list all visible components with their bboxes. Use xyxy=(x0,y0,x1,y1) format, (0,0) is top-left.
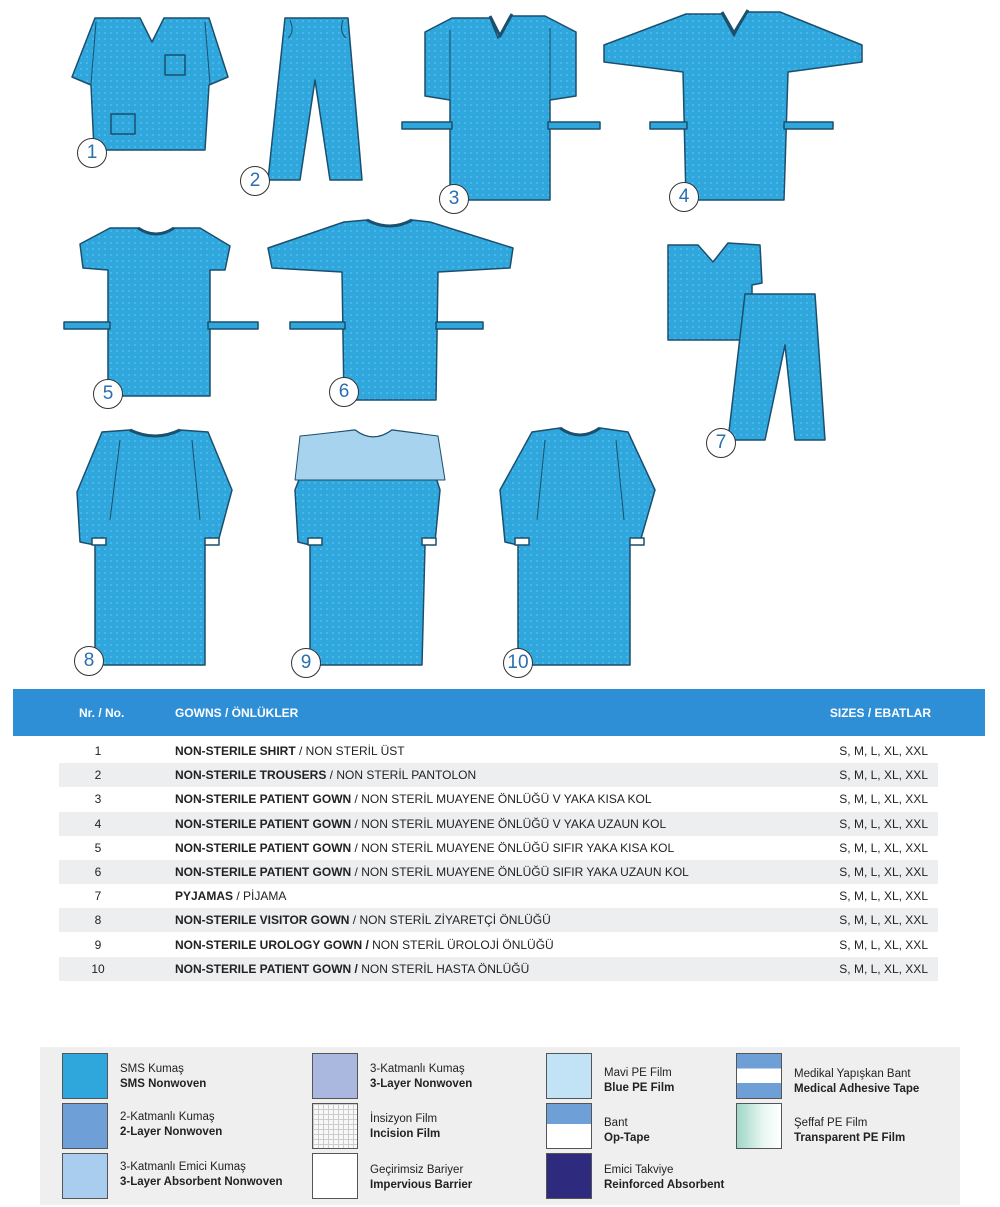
legend-label: Geçirimsiz Bariyer Impervious Barrier xyxy=(370,1164,473,1191)
legend-label: Medikal Yapışkan Bant Medical Adhesive Tape xyxy=(794,1068,920,1095)
row-number: 6 xyxy=(94,865,102,879)
table-row xyxy=(59,812,938,836)
row-name-en: NON-STERILE PATIENT GOWN xyxy=(175,792,352,807)
legend-label: 3-Katmanlı Kumaş 3-Layer Nonwoven xyxy=(370,1063,473,1090)
legend-label: SMS Kumaş SMS Nonwoven xyxy=(120,1063,207,1090)
legend-label: Mavi PE Film Blue PE Film xyxy=(604,1067,675,1094)
row-number: 7 xyxy=(94,889,102,904)
legend-label: Şeffaf PE Film Transparent PE Film xyxy=(794,1117,906,1144)
garment-shirt xyxy=(72,18,228,150)
item-number-badge: 5 xyxy=(93,379,123,409)
swatch-3-layer-absorbent xyxy=(62,1153,108,1199)
legend-label: İnsizyon Film Incision Film xyxy=(370,1113,441,1140)
row-name-tr: / NON STERİL ÜST xyxy=(295,744,405,758)
garment-gown-3 xyxy=(402,14,600,200)
row-description xyxy=(175,938,554,952)
table-row xyxy=(59,957,938,981)
row-name-en: NON-STERILE PATIENT GOWN / xyxy=(175,961,358,976)
row-number: 3 xyxy=(94,792,102,807)
row-number: 1 xyxy=(94,744,102,758)
item-number-badge: 4 xyxy=(669,182,699,212)
row-name-tr: NON STERİL ÜROLOJİ ÖNLÜĞÜ xyxy=(368,937,554,952)
row-sizes: S, M, L, XL, XXL xyxy=(839,840,928,855)
item-number-badge: 10 xyxy=(503,648,533,678)
item-number-badge: 7 xyxy=(706,428,736,458)
row-name-en: NON-STERILE SHIRT xyxy=(175,744,296,758)
swatch-transparent-pe-film xyxy=(736,1103,782,1149)
garment-gown-6 xyxy=(268,220,513,400)
row-name-tr: NON STERİL HASTA ÖNLÜĞÜ xyxy=(357,961,530,976)
swatch-medical-adhesive-tape xyxy=(736,1053,782,1099)
row-description xyxy=(175,744,405,758)
table-row xyxy=(59,836,938,860)
row-sizes: S, M, L, XL, XXL xyxy=(839,792,928,807)
row-name-en: NON-STERILE VISITOR GOWN xyxy=(175,913,350,928)
legend-label: Emici Takviye Reinforced Absorbent xyxy=(604,1164,725,1191)
row-name-en: NON-STERILE PATIENT GOWN xyxy=(175,840,352,855)
swatch-blue-pe-film xyxy=(546,1053,592,1099)
row-name-en: PYJAMAS xyxy=(175,889,234,904)
garment-pyjamas xyxy=(668,243,825,440)
item-number-badge: 9 xyxy=(291,648,321,678)
row-name-tr: / NON STERİL MUAYENE ÖNLÜĞÜ SIFIR YAKA KISA KOL xyxy=(351,840,675,855)
garment-gown-10 xyxy=(500,428,655,665)
legend-label: Bant Op-Tape xyxy=(604,1117,650,1144)
row-name-en: NON-STERILE TROUSERS xyxy=(175,768,327,783)
row-sizes: S, M, L, XL, XXL xyxy=(839,816,928,831)
row-description xyxy=(175,889,286,903)
item-number-badge: 1 xyxy=(77,138,107,168)
table-row xyxy=(59,860,938,884)
swatch-2-layer-nonwoven xyxy=(62,1103,108,1149)
table-header xyxy=(13,689,985,736)
row-number: 8 xyxy=(94,913,102,928)
item-number-badge: 3 xyxy=(439,184,469,214)
garment-gown-8 xyxy=(77,430,232,665)
table-row xyxy=(59,884,938,908)
row-number: 5 xyxy=(94,840,102,855)
row-description xyxy=(175,841,674,855)
swatch-impervious-barrier xyxy=(312,1153,358,1199)
row-sizes: S, M, L, XL, XXL xyxy=(839,961,928,976)
row-sizes: S, M, L, XL, XXL xyxy=(839,937,928,952)
row-name-en: NON-STERILE UROLOGY GOWN / xyxy=(175,937,369,952)
garment-gown-5 xyxy=(64,228,258,396)
row-name-tr: / NON STERİL ZİYARETÇİ ÖNLÜĞÜ xyxy=(349,913,551,928)
item-number-badge: 6 xyxy=(329,377,359,407)
row-name-tr: / NON STERİL PANTOLON xyxy=(326,768,477,783)
column-header-sizes: SIZES / EBATLAR xyxy=(829,706,931,720)
swatch-sms-nonwoven xyxy=(62,1053,108,1099)
row-number: 9 xyxy=(94,937,102,952)
garment-gown-9 xyxy=(295,430,445,665)
row-name-tr: / NON STERİL MUAYENE ÖNLÜĞÜ SIFIR YAKA UZAUN KOL xyxy=(351,865,689,879)
row-name-tr: / PİJAMA xyxy=(233,889,287,904)
row-name-tr: / NON STERİL MUAYENE ÖNLÜĞÜ V YAKA UZAUN KOL xyxy=(351,816,667,831)
row-number: 4 xyxy=(94,816,102,831)
row-number: 10 xyxy=(91,961,105,976)
item-number-badge: 8 xyxy=(74,646,104,676)
row-name-en: NON-STERILE PATIENT GOWN xyxy=(175,816,352,831)
garment-trousers xyxy=(268,18,362,180)
row-sizes: S, M, L, XL, XXL xyxy=(839,913,928,928)
garment-gown-4 xyxy=(604,10,862,200)
row-number: 2 xyxy=(94,768,102,783)
row-description xyxy=(175,865,689,879)
row-sizes: S, M, L, XL, XXL xyxy=(839,744,928,758)
swatch-3-layer-nonwoven xyxy=(312,1053,358,1099)
row-description xyxy=(175,792,652,806)
row-description xyxy=(175,962,529,976)
table-row xyxy=(59,933,938,957)
table-row xyxy=(59,908,938,932)
swatch-reinforced-absorbent xyxy=(546,1153,592,1199)
row-name-en: NON-STERILE PATIENT GOWN xyxy=(175,865,352,879)
column-header-no: Nr. / No. xyxy=(79,706,125,720)
row-description xyxy=(175,768,476,782)
table-row xyxy=(59,787,938,811)
legend-label: 2-Katmanlı Kumaş 2-Layer Nonwoven xyxy=(120,1111,223,1138)
material-legend xyxy=(40,1047,960,1205)
table-row xyxy=(59,763,938,787)
table-row xyxy=(59,739,938,763)
row-description xyxy=(175,817,666,831)
row-sizes: S, M, L, XL, XXL xyxy=(839,865,928,879)
swatch-incision-film xyxy=(312,1103,358,1149)
row-name-tr: / NON STERİL MUAYENE ÖNLÜĞÜ V YAKA KISA KOL xyxy=(351,792,652,807)
row-description xyxy=(175,913,551,927)
column-header-name: GOWNS / ÖNLÜKLER xyxy=(175,706,299,720)
row-sizes: S, M, L, XL, XXL xyxy=(839,768,928,783)
swatch-op-tape xyxy=(546,1103,592,1149)
row-sizes: S, M, L, XL, XXL xyxy=(839,889,928,904)
item-number-badge: 2 xyxy=(240,166,270,196)
legend-label: 3-Katmanlı Emici Kumaş 3-Layer Absorbent Nonwoven xyxy=(120,1161,283,1188)
